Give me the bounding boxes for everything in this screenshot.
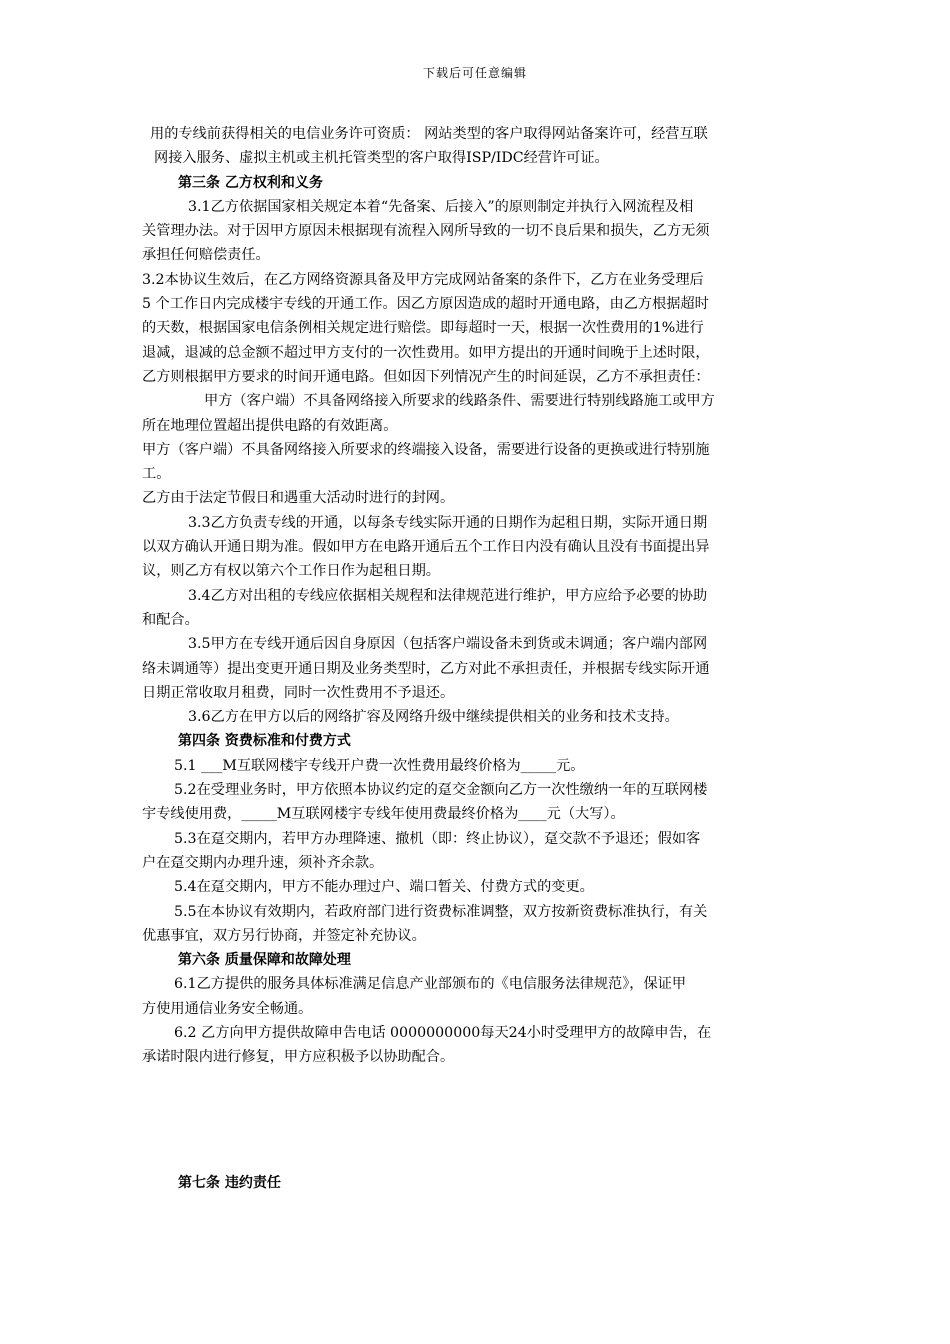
paragraph-line: 议，则乙方有权以第六个工作日作为起租日期。	[142, 563, 440, 580]
paragraph-line: 甲方（客户端）不具备网络接入所要求的终端接入设备，需要进行设备的更换或进行特别施	[142, 441, 710, 458]
paragraph-line: 优惠事宜，双方另行协商，并签定补充协议。	[142, 927, 426, 944]
paragraph-line: 用的专线前获得相关的电信业务许可资质： 网站类型的客户取得网站备案许可，经营互联	[150, 126, 708, 142]
page-header-note: 下载后可任意编辑	[422, 66, 527, 80]
paragraph-line: 5.4在趸交期内，甲方不能办理过户、端口暂关、付费方式的变更。	[174, 879, 594, 896]
paragraph-line: 3.3乙方负责专线的开通，以每条专线实际开通的日期作为起租日期，实际开通日期	[188, 514, 708, 531]
paragraph-line: 5.5在本协议有效期内，若政府部门进行资费标准调整，双方按新资费标准执行，有关	[174, 903, 708, 920]
paragraph-line: 网接入服务、虚拟主机或主机托管类型的客户取得ISP/IDC经营许可证。	[154, 150, 609, 167]
paragraph-line: 5.2在受理业务时，甲方依照本协议约定的趸交金额向乙方一次性缴纳一年的互联网楼	[174, 782, 708, 799]
paragraph-line: 和配合。	[142, 611, 199, 628]
paragraph-line: 承担任何赔偿责任。	[142, 247, 270, 264]
paragraph-line: 工。	[142, 466, 171, 483]
paragraph-line: 承诺时限内进行修复，甲方应积极予以协助配合。	[142, 1049, 455, 1066]
paragraph-line: 甲方（客户端）不具备网络接入所要求的线路条件、需要进行特别线路施工或甲方	[204, 393, 715, 410]
paragraph-line: 方使用通信业务安全畅通。	[142, 1000, 313, 1017]
paragraph-line: 所在地理位置超出提供电路的有效距离。	[142, 417, 398, 434]
paragraph-line: 络未调通等）提出变更开通日期及业务类型时，乙方对此不承担责任，并根据专线实际开通	[142, 660, 710, 677]
paragraph-line: 3.6乙方在甲方以后的网络扩容及网络升级中继续提供相关的业务和技术支持。	[188, 709, 679, 726]
article-heading: 第四条 资费标准和付费方式	[178, 733, 351, 750]
paragraph-line: 5.3在趸交期内，若甲方办理降速、撤机（即：终止协议），趸交款不予退还；假如客	[174, 830, 701, 847]
paragraph-line: 3.2本协议生效后，在乙方网络资源具备及甲方完成网站备案的条件下，乙方在业务受理后	[142, 271, 704, 288]
paragraph-line: 日期正常收取月租费，同时一次性费用不予退还。	[142, 684, 455, 701]
article-heading: 第三条 乙方权利和义务	[178, 174, 323, 191]
paragraph-line: 乙方由于法定节假日和遇重大活动时进行的封网。	[142, 490, 455, 507]
paragraph-line: 5.1 ___M互联网楼宇专线开户费一次性费用最终价格为_____元。	[174, 757, 585, 774]
paragraph-line: 6.2 乙方向甲方提供故障申告电话 0000000000每天24小时受理甲方的故障申告，在	[174, 1024, 712, 1041]
paragraph-line: 乙方则根据甲方要求的时间开通电路。但如因下列情况产生的时间延误，乙方不承担责任：	[142, 368, 710, 385]
article-7-heading: 第七条 违约责任	[178, 1175, 281, 1191]
paragraph-line: 户在趸交期内办理升速，须补齐余款。	[142, 854, 384, 871]
paragraph-line: 的天数，根据国家电信条例相关规定进行赔偿。即每超时一天，根据一次性费用的1%进行	[142, 320, 704, 337]
paragraph-line: 3.5甲方在专线开通后因自身原因（包括客户端设备未到货或未调通；客户端内部网	[188, 636, 708, 653]
paragraph-line: 3.1乙方依据国家相关规定本着“先备案、后接入”的原则制定并执行入网流程及相	[188, 198, 694, 215]
paragraph-line: 3.4乙方对出租的专线应依据相关规程和法律规范进行维护，甲方应给予必要的协助	[188, 587, 708, 604]
paragraph-line: 以双方确认开通日期为准。假如甲方在电路开通后五个工作日内没有确认且没有书面提出异	[142, 539, 710, 556]
paragraph-line: 6.1乙方提供的服务具体标准满足信息产业部颁布的《电信服务法律规范》，保证甲	[174, 976, 687, 993]
document-body	[142, 122, 818, 1070]
paragraph-line: 关管理办法。对于因甲方原因未根据现有流程入网所导致的一切不良后果和损失，乙方无须	[142, 223, 710, 240]
article-heading: 第六条 质量保障和故障处理	[178, 952, 351, 969]
paragraph-line: 宇专线使用费，_____M互联网楼宇专线年使用费最终价格为____元（大写）。	[142, 806, 625, 823]
paragraph-line: 退减，退减的总金额不超过甲方支付的一次性费用。如甲方提出的开通时间晚于上述时限，	[142, 344, 710, 361]
paragraph-line: 5 个工作日内完成楼宇专线的开通工作。因乙方原因造成的超时开通电路，由乙方根据超时	[142, 296, 709, 313]
